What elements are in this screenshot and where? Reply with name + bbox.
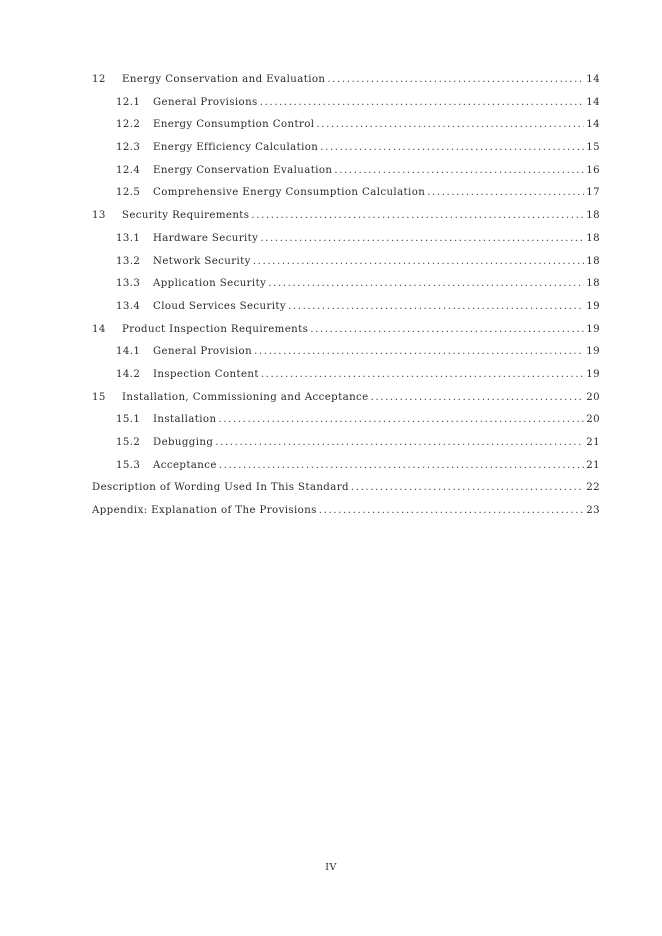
toc-entry <box>92 142 600 165</box>
toc-entry <box>92 392 600 415</box>
toc-entry-title: General Provision <box>153 346 253 358</box>
toc-dot-leader <box>215 437 584 448</box>
toc-entry <box>92 346 600 369</box>
toc-entry-title: Energy Efficiency Calculation <box>153 142 319 154</box>
toc-entry <box>92 187 600 210</box>
toc-entry-page: 21 <box>586 459 600 471</box>
toc-entry-title: Security Requirements <box>122 210 250 222</box>
toc-entry-page: 20 <box>586 391 600 403</box>
toc-dot-leader <box>261 369 584 380</box>
toc-entry-title: Application Security <box>153 278 267 290</box>
toc-dot-leader <box>254 346 584 357</box>
toc-entry-title: Energy Consumption Control <box>153 119 315 131</box>
toc-entry-page: 14 <box>586 119 600 131</box>
toc-dot-leader <box>351 482 584 493</box>
toc-entry-number: 15.2 <box>116 437 141 448</box>
toc-entry-number: 13.2 <box>116 255 141 267</box>
toc-entry-title: Cloud Services Security <box>153 300 287 312</box>
toc-entry-title: Debugging <box>153 437 214 448</box>
toc-entry-number: 13.3 <box>116 278 141 290</box>
toc-entry-number: 13.4 <box>116 300 141 312</box>
toc-entry-title: Comprehensive Energy Consumption Calculation <box>153 187 426 199</box>
toc-dot-leader <box>251 210 584 221</box>
toc-entry-title: Hardware Security <box>153 232 259 244</box>
toc-dot-leader <box>218 414 584 425</box>
toc-entry <box>92 437 600 460</box>
toc-entry-page: 20 <box>586 414 600 426</box>
toc-entry-page: 14 <box>586 74 600 85</box>
toc-entry <box>92 482 600 505</box>
toc-entry <box>92 414 600 437</box>
toc-entry <box>92 460 600 483</box>
toc-dot-leader <box>253 256 584 267</box>
toc-entry-number: 12.5 <box>116 187 141 199</box>
toc-entry <box>92 165 600 188</box>
toc-entry-title: Network Security <box>153 255 251 267</box>
toc-entry-page: 23 <box>586 505 600 517</box>
toc-dot-leader <box>260 233 584 244</box>
toc-dot-leader <box>288 301 584 312</box>
toc-entry <box>92 233 600 256</box>
toc-entry-number: 13.1 <box>116 232 141 244</box>
page-number: IV <box>325 862 337 873</box>
toc-dot-leader <box>219 460 584 471</box>
toc-dot-leader <box>268 278 584 289</box>
toc-entry-number: 15.1 <box>116 414 141 426</box>
toc-dot-leader <box>334 165 584 176</box>
toc-entry-number: 14 <box>92 323 106 335</box>
toc-entry-page: 18 <box>586 278 600 290</box>
toc-dot-leader <box>320 142 584 153</box>
toc-entry <box>92 256 600 279</box>
toc-entry-page: 18 <box>586 210 600 222</box>
toc-entry-title: Installation <box>153 414 217 426</box>
toc-entry-title: Installation, Commissioning and Acceptance <box>122 391 369 403</box>
toc-entry-page: 19 <box>586 368 600 380</box>
toc-dot-leader <box>327 74 584 85</box>
toc-entry-page: 18 <box>586 255 600 267</box>
toc-entry-page: 22 <box>586 482 600 494</box>
toc-entry-page: 17 <box>586 187 600 199</box>
toc-entry <box>92 505 600 528</box>
toc-entry-title: Inspection Content <box>153 368 259 380</box>
toc-entry-page: 19 <box>586 346 600 358</box>
toc-entry-number: 15.3 <box>116 459 141 471</box>
toc-entry-page: 21 <box>586 437 600 448</box>
toc-entry-number: 13 <box>92 210 106 222</box>
toc-dot-leader <box>310 324 584 335</box>
toc-entry-page: 18 <box>586 232 600 244</box>
toc-entry <box>92 74 600 97</box>
toc-entry <box>92 301 600 324</box>
toc-dot-leader <box>319 505 584 516</box>
toc-entry-title: Description of Wording Used In This Standard <box>92 482 349 494</box>
toc-entry <box>92 278 600 301</box>
table-of-contents <box>92 74 600 528</box>
toc-entry-title: Acceptance <box>153 459 217 471</box>
toc-dot-leader <box>427 187 584 198</box>
toc-entry-page: 15 <box>586 142 600 154</box>
toc-entry-number: 14.2 <box>116 368 141 380</box>
toc-entry-number: 12.3 <box>116 142 141 154</box>
toc-dot-leader <box>371 392 585 403</box>
toc-entry <box>92 324 600 347</box>
toc-entry-number: 12.4 <box>116 164 141 176</box>
toc-entry-number: 14.1 <box>116 346 141 358</box>
toc-entry-title: Energy Conservation Evaluation <box>153 164 333 176</box>
toc-entry-number: 12.2 <box>116 119 141 131</box>
toc-entry <box>92 369 600 392</box>
toc-entry-title: Product Inspection Requirements <box>122 323 309 335</box>
toc-entry-number: 15 <box>92 391 106 403</box>
toc-entry-page: 16 <box>586 164 600 176</box>
toc-dot-leader <box>316 119 584 130</box>
toc-dot-leader <box>260 97 585 108</box>
toc-entry-page: 14 <box>586 96 600 108</box>
toc-entry <box>92 119 600 142</box>
toc-entry-page: 19 <box>586 323 600 335</box>
toc-entry-number: 12 <box>92 74 106 85</box>
toc-entry-title: Energy Conservation and Evaluation <box>122 74 326 85</box>
toc-entry-number: 12.1 <box>116 96 141 108</box>
toc-entry <box>92 210 600 233</box>
toc-entry-page: 19 <box>586 300 600 312</box>
toc-entry-title: General Provisions <box>153 96 258 108</box>
toc-entry <box>92 97 600 120</box>
toc-entry-title: Appendix: Explanation of The Provisions <box>92 505 317 517</box>
